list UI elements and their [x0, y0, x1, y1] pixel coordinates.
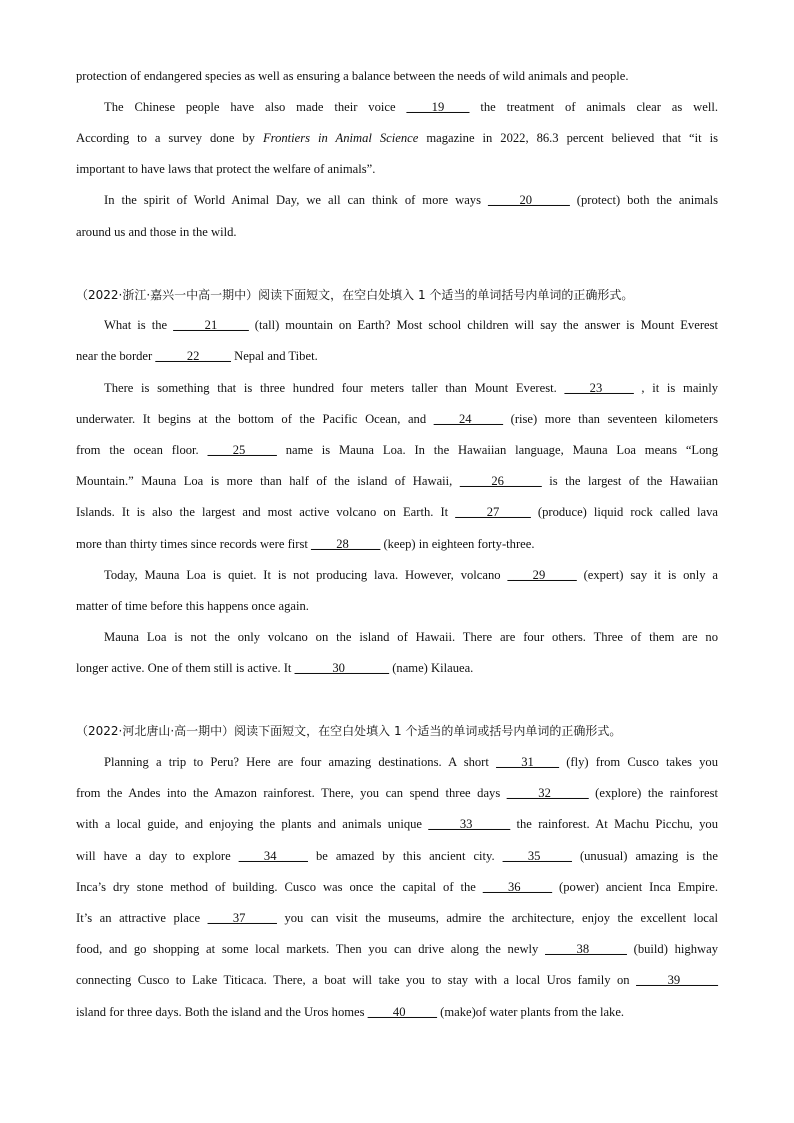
s3-line-7: food, and go shopping at some local markets. Then you can drive along the newly _____38______ (build) highway — [76, 942, 718, 956]
s2-line-8: more than thirty times since records were first ____28_____ (keep) in eighteen forty-three. — [76, 537, 535, 551]
blank-32[interactable]: _____32______ — [506, 786, 589, 800]
blank-20[interactable]: _____20______ — [487, 193, 570, 207]
blank-35[interactable]: ____35_____ — [502, 849, 572, 863]
s3-line-9: island for three days. Both the island and the Uros homes ____40_____ (make)of water plants from the lake. — [76, 1005, 625, 1019]
s3-line-1: Planning a trip to Peru? Here are four amazing destinations. A short ____31____ (fly) from Cusco takes you — [104, 755, 718, 769]
s1-line-2: The Chinese people have also made their voice ____19____ the treatment of animals clear as well. — [104, 100, 718, 114]
blank-26[interactable]: _____26______ — [459, 474, 542, 488]
blank-24[interactable]: ____24_____ — [433, 412, 504, 426]
s2-line-5: from the ocean floor. ____25_____ name is Mauna Loa. In the Hawaiian language, Mauna Loa means “Long — [76, 443, 719, 457]
s1-line-5: In the spirit of World Animal Day, we all can think of more ways _____20______ (protect) both the animals — [104, 193, 718, 207]
section2-heading: （2022·浙江·嘉兴一中高一期中）阅读下面短文，在空白处填入 1 个适当的单词括号内单词的正确形式。 — [76, 288, 634, 302]
blank-33[interactable]: _____33______ — [428, 817, 511, 831]
s2-line-10: matter of time before this happens once again. — [76, 599, 309, 613]
blank-31[interactable]: ____31____ — [496, 755, 560, 769]
s3-line-5: Inca’s dry stone method of building. Cusco was once the capital of the ____36_____ (power) ancient Inca Empire. — [76, 880, 718, 894]
s2-line-2: near the border _____22_____ Nepal and Tibet. — [76, 349, 318, 363]
blank-29[interactable]: ____29_____ — [507, 568, 577, 582]
blank-23[interactable]: ____23_____ — [564, 381, 634, 395]
s2-line-6: Mountain.” Mauna Loa is more than half of the island of Hawaii, _____26______ is the largest of the Hawaiian — [76, 474, 719, 488]
blank-22[interactable]: _____22_____ — [155, 349, 231, 363]
s2-line-9: Today, Mauna Loa is quiet. It is not producing lava. However, volcano ____29_____ (expert) say it is only a — [104, 568, 718, 582]
blank-39[interactable]: _____39______ — [636, 973, 718, 987]
blank-28[interactable]: ____28_____ — [311, 537, 381, 551]
blank-21[interactable]: _____21_____ — [173, 318, 249, 332]
s1-line-1: protection of endangered species as well as ensuring a balance between the needs of wild animals and people. — [76, 69, 629, 83]
blank-38[interactable]: _____38______ — [545, 942, 627, 956]
s3-line-2: from the Andes into the Amazon rainforest. There, you can spend three days _____32______ (explore) the rainforest — [76, 786, 719, 800]
section3-heading: （2022·河北唐山·高一期中）阅读下面短文，在空白处填入 1 个适当的单词或括号内单词的正确形式。 — [76, 724, 622, 738]
s2-line-12: longer active. One of them still is active. It ______30_______ (name) Kilauea. — [76, 661, 474, 675]
blank-25[interactable]: ____25_____ — [207, 443, 277, 457]
s2-line-4: underwater. It begins at the bottom of the Pacific Ocean, and ____24_____ (rise) more than seventeen kilometers — [76, 412, 718, 426]
s3-line-3: with a local guide, and enjoying the plants and animals unique _____33______ the rainforest. At Machu Picchu, you — [76, 817, 719, 831]
blank-19[interactable]: ____19____ — [406, 100, 470, 114]
blank-37[interactable]: ____37_____ — [207, 911, 277, 925]
blank-40[interactable]: ____40_____ — [367, 1005, 437, 1019]
blank-36[interactable]: ____36_____ — [482, 880, 553, 894]
blank-30[interactable]: ______30_______ — [294, 661, 390, 675]
s2-line-11: Mauna Loa is not the only volcano on the island of Hawaii. There are four others. Three of them are no — [104, 630, 718, 644]
s3-line-4: will have a day to explore ____34_____ be amazed by this ancient city. ____35_____ (unusual) amazing is the — [76, 849, 718, 863]
s3-line-8: connecting Cusco to Lake Titicaca. There, a boat will take you to stay with a local Uros family on _____39______ — [76, 973, 718, 987]
blank-34[interactable]: ____34_____ — [238, 849, 308, 863]
s2-line-1: What is the _____21_____ (tall) mountain on Earth? Most school children will say the answer is Mount Everest — [104, 318, 718, 332]
blank-27[interactable]: _____27_____ — [455, 505, 531, 519]
s3-line-6: It’s an attractive place ____37_____ you can visit the museums, admire the architecture, enjoy the excellent local — [76, 911, 718, 925]
s1-line-3: According to a survey done by Frontiers in Animal Science magazine in 2022, 86.3 percent believed that “it is — [76, 131, 718, 145]
s1-line-4: important to have laws that protect the welfare of animals”. — [76, 162, 376, 176]
s2-line-3: There is something that is three hundred four meters taller than Mount Everest. ____23_____ , it is mainly — [104, 381, 718, 395]
s1-line-6: around us and those in the wild. — [76, 225, 237, 239]
s2-line-7: Islands. It is also the largest and most active volcano on Earth. It _____27_____ (produce) liquid rock called lava — [76, 505, 718, 519]
